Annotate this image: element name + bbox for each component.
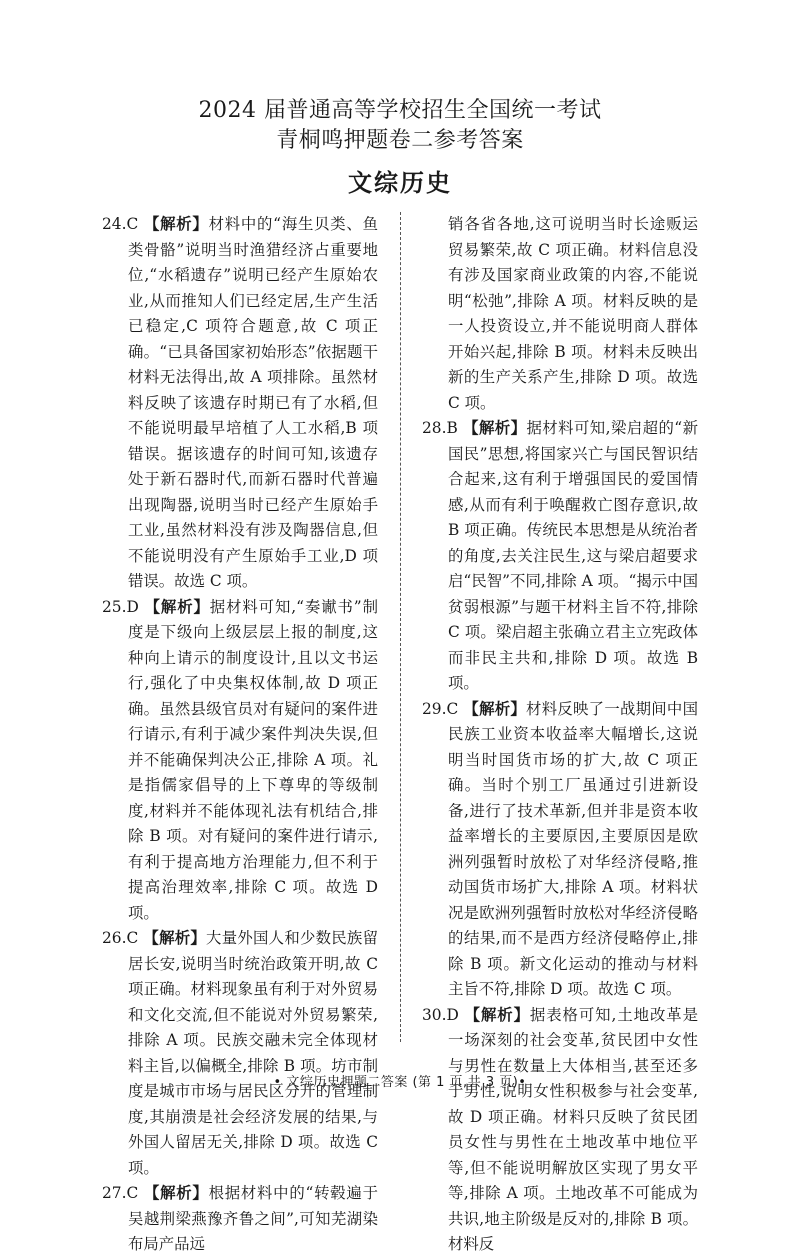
analysis-tag: 【解析】: [463, 419, 527, 437]
analysis-text: 据表格可知,土地改革是一场深刻的社会变革,贫民团中女性与男性在数量上大体相当,甚至还多于男性,说明女性积极参与社会变革,故 D 项正确。材料只反映了贫民团员女性与男性在土地改革中地位平等,但不能说明解放区实现了男女平等,排除 A 项。土地改革不可能成为共识,地主阶级是反对的,排除 B 项。材料反: [448, 1005, 698, 1253]
exam-subtitle: 青桐鸣押题卷二参考答案: [276, 128, 524, 153]
analysis-text: 据材料可知,“奏谳书”制度是下级向上级层层上报的制度,这种向上请示的制度设计,且以文书运行,强化了中央集权体制,故 D 项正确。虽然县级官员对有疑问的案件进行请示,有利于减少案件判决失误,但并不能确保判决公正,排除 A 项。礼是指儒家倡导的上下尊卑的等级制度,材料并不能体现礼法有机结合,排除 B 项。对有疑问的案件进行请示,有利于提高地方治理能力,但不利于提高治理效率,排除 C 项。故选 D 项。: [128, 597, 378, 922]
analysis-text: 据材料可知,梁启超的“新国民”思想,将国家兴亡与国民智识结合起来,这有利于增强国民的爱国情感,从而有利于唤醒救亡图存意识,故 B 项正确。传统民本思想是从统治者的角度,去关注民生,这与梁启超要求启“民智”不同,排除 A 项。“揭示中国贫弱根源”与题干材料主旨不符,排除 C 项。梁启超主张确立君主立宪政体而非民主共和,排除 D 项。故选 B 项。: [448, 419, 698, 692]
exam-title: 2024 届普通高等学校招生全国统一考试: [198, 98, 602, 123]
analysis-text: 大量外国人和少数民族留居长安,说明当时统治政策开明,故 C 项正确。材料现象虽有利于对外贸易和文化交流,但不能说对外贸易繁荣,排除 A 项。民族交融未完全体现材料主旨,以偏概全,排除 B 项。坊市制度是城市市场与居民区分开的管理制度,其崩溃是社会经济发展的结果,与外国人留居无关,排除 D 项。故选 C 项。: [128, 929, 378, 1177]
analysis-tag: 【解析】: [143, 1184, 209, 1202]
item-answer: B: [446, 419, 458, 437]
answer-item-28: [422, 416, 698, 697]
analysis-tag: 【解析】: [463, 699, 527, 718]
answer-item-26: [102, 926, 378, 1181]
answer-item-24: [102, 212, 378, 595]
page-header: [0, 96, 800, 200]
item-number: 29.: [422, 699, 447, 718]
item-number: 30.: [422, 1005, 447, 1024]
item-answer: C: [126, 1184, 139, 1202]
item-number: 26.: [102, 929, 127, 947]
item-number: 25.: [102, 597, 127, 616]
item-answer: D: [446, 1005, 459, 1024]
answer-item-25: [102, 595, 378, 927]
right-column: [422, 212, 698, 1258]
analysis-tag: 【解析】: [143, 929, 207, 947]
left-column: [102, 212, 378, 1258]
page-footer: • 文综历史押题二答案 (第 1 页,共 3 页)•: [273, 1075, 527, 1090]
item-answer: C: [446, 699, 459, 718]
answer-item-27-continued: [422, 212, 698, 416]
item-number: 24.: [102, 215, 127, 233]
analysis-text: 材料反映了一战期间中国民族工业资本收益率大幅增长,这说明当时国货市场的扩大,故 C 项正确。当时个别工厂虽通过引进新设备,进行了技术革新,但并非是资本收益率增长的主要原因,主要原因是欧洲列强暂时放松了对华经济侵略,推动国货市场扩大,排除 A 项。材料状况是欧洲列强暂时放松对华经济侵略的结果,而不是西方经济侵略停止,排除 B 项。新文化运动的推动与材料主旨不符,排除 D 项。故选 C 项。: [448, 699, 698, 998]
answer-item-30: [422, 1003, 698, 1258]
item-number: 27.: [102, 1184, 127, 1202]
analysis-text: 材料中的“海生贝类、鱼类骨骼”说明当时渔猎经济占重要地位,“水稻遗存”说明已经产生原始农业,从而推知人们已经定居,生产生活已稳定,C 项符合题意,故 C 项正确。“已具备国家初始形态”依据题干材料无法得出,故 A 项排除。虽然材料反映了该遗存时期已有了水稻,但不能说明最早培植了人工水稻,B 项错误。据该遗存的时间可知,该遗存处于新石器时代,而新石器时代普遍出现陶器,说明当时已经产生原始手工业,虽然材料没有涉及陶器信息,但不能说明没有产生原始手工业,D 项错误。故选 C 项。: [128, 215, 378, 590]
analysis-tag: 【解析】: [464, 1005, 530, 1024]
analysis-tag: 【解析】: [143, 215, 209, 233]
answer-item-29: [422, 697, 698, 1003]
item-answer: D: [126, 597, 139, 616]
column-divider: [400, 212, 401, 1042]
subject-title: 文综历史: [348, 169, 452, 197]
item-answer: C: [126, 929, 139, 947]
analysis-tag: 【解析】: [144, 597, 210, 616]
answer-item-27: [102, 1181, 378, 1258]
item-number: 28.: [422, 419, 447, 437]
item-answer: C: [126, 215, 139, 233]
analysis-text-continued: 销各省各地,这可说明当时长途贩运贸易繁荣,故 C 项正确。材料信息没有涉及国家商业政策的内容,不能说明“松弛”,排除 A 项。材料反映的是一人投资设立,并不能说明商人群体开始兴起,排除 B 项。材料未反映出新的生产关系产生,排除 D 项。故选 C 项。: [448, 215, 698, 412]
analysis-text: 根据材料中的“转毂遍于吴越荆梁燕豫齐鲁之间”,可知芜湖染布局产品远: [128, 1184, 378, 1253]
